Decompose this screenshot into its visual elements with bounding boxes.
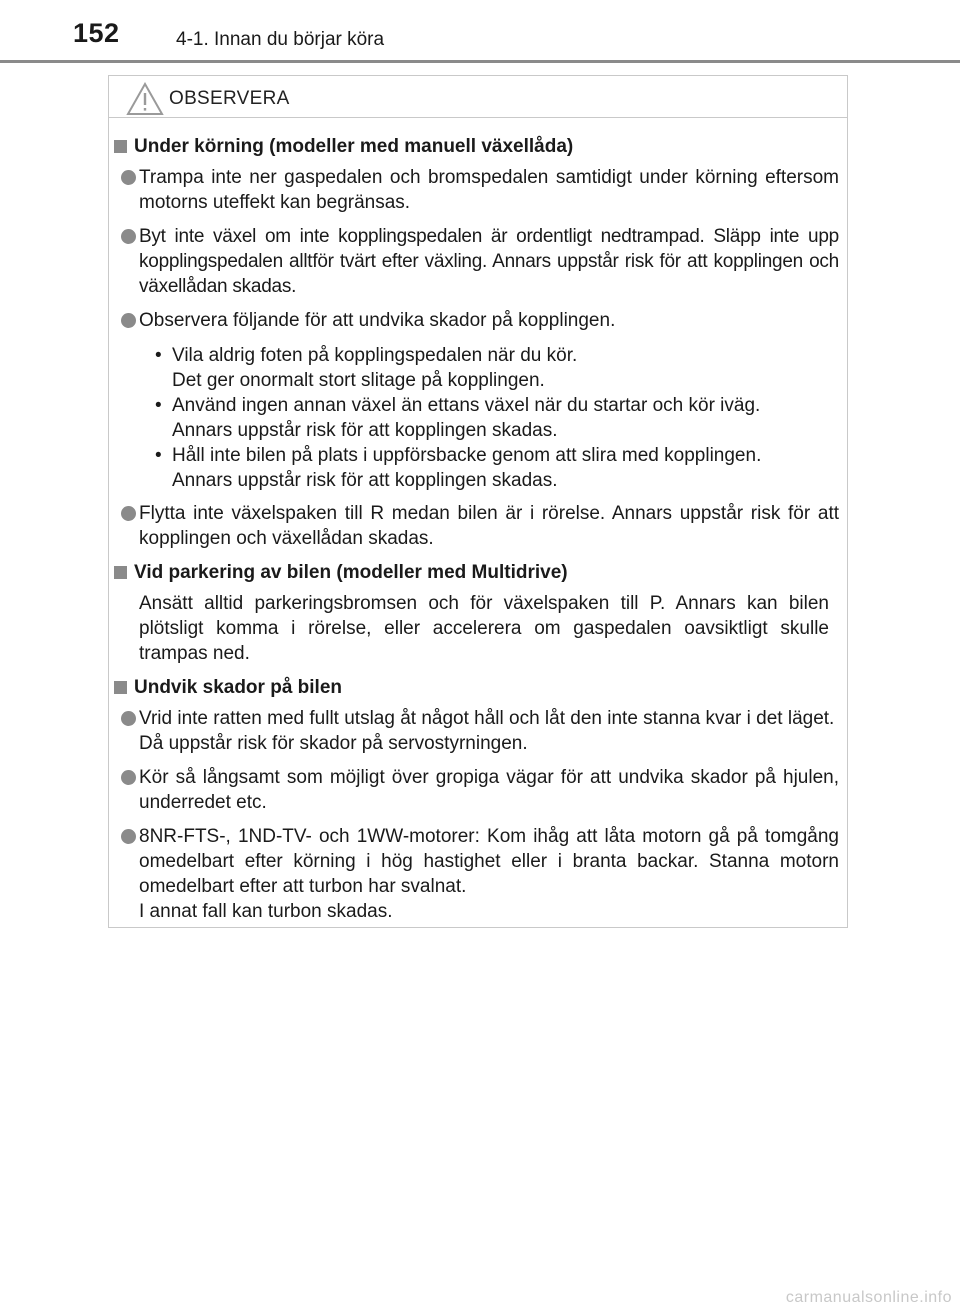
sub-list-item: • Håll inte bilen på plats i uppförsbacke genom att slira med kopplingen. Annars uppstår risk för att kopplingen skadas. <box>155 445 762 491</box>
circle-bullet-icon <box>121 506 136 521</box>
watermark: carmanualsonline.info <box>785 1289 952 1306</box>
circle-bullet-icon <box>121 229 136 244</box>
circle-bullet-icon <box>121 829 136 844</box>
section-title: 4-1. Innan du börjar köra <box>176 29 385 50</box>
circle-bullet-icon <box>121 170 136 185</box>
page-number: 152 <box>73 18 120 48</box>
section-heading: Undvik skador på bilen <box>109 675 847 700</box>
list-item: Trampa inte ner gaspedalen och bromspedalen samtidigt under körning eftersom motorns uteffekt kan begränsas. <box>109 165 847 215</box>
list-item: Flytta inte växelspaken till R medan bilen är i rörelse. Annars uppstår risk för att kopplingen och växellådan skadas. <box>109 501 847 551</box>
circle-bullet-icon <box>121 711 136 726</box>
list-item: Byt inte växel om inte kopplingspedalen är ordentligt nedtrampad. Släpp inte upp kopplingspedalen alltför tvärt efter växling. Annars uppstår risk för att kopplingen och växellådan skadas. <box>109 224 847 299</box>
section-manual-transmission <box>109 134 847 551</box>
section-avoid-damage <box>109 675 847 924</box>
list-item: Kör så långsamt som möjligt över gropiga vägar för att undvika skador på hjulen, underredet etc. <box>109 765 847 815</box>
circle-bullet-icon <box>121 313 136 328</box>
list-item: Observera följande för att undvika skador på kopplingen. <box>109 308 847 333</box>
square-bullet-icon <box>114 140 127 153</box>
circle-bullet-icon <box>121 770 136 785</box>
warning-triangle-icon <box>126 82 164 116</box>
section-paragraph: Ansätt alltid parkeringsbromsen och för växelspaken till P. Annars kan bilen plötsligt komma i rörelse, eller accelerera om gaspedalen oavsiktligt skulle trampas ned. <box>139 593 829 664</box>
sub-list <box>109 343 847 493</box>
section-parking-multidrive <box>109 560 847 666</box>
square-bullet-icon <box>114 566 127 579</box>
caution-header <box>109 76 847 118</box>
sub-list-item: • Använd ingen annan växel än ettans växel när du startar och kör iväg. Annars uppstår risk för att kopplingen skadas. <box>155 395 761 441</box>
list-item: Vrid inte ratten med fullt utslag åt något håll och låt den inte stanna kvar i det läget. Då uppstår risk för skador på servostyrningen. <box>109 706 847 756</box>
square-bullet-icon <box>114 681 127 694</box>
list-item: 8NR-FTS-, 1ND-TV- och 1WW-motorer: Kom ihåg att låta motorn gå på tomgång omedelbart efter körning i hög hastighet eller i branta backar. Stanna motorn omedelbart efter att turbon har svalnat. I annat fall kan turbon skadas. <box>109 824 847 924</box>
caution-title: OBSERVERA <box>169 88 290 109</box>
section-heading: Vid parkering av bilen (modeller med Multidrive) <box>109 560 847 585</box>
section-heading: Under körning (modeller med manuell växellåda) <box>109 134 847 159</box>
page-header <box>0 0 960 64</box>
caution-content <box>109 128 847 933</box>
header-divider <box>0 60 960 63</box>
caution-box <box>108 75 848 928</box>
sub-list-item: • Vila aldrig foten på kopplingspedalen när du kör. Det ger onormalt stort slitage på kopplingen. <box>155 345 578 391</box>
